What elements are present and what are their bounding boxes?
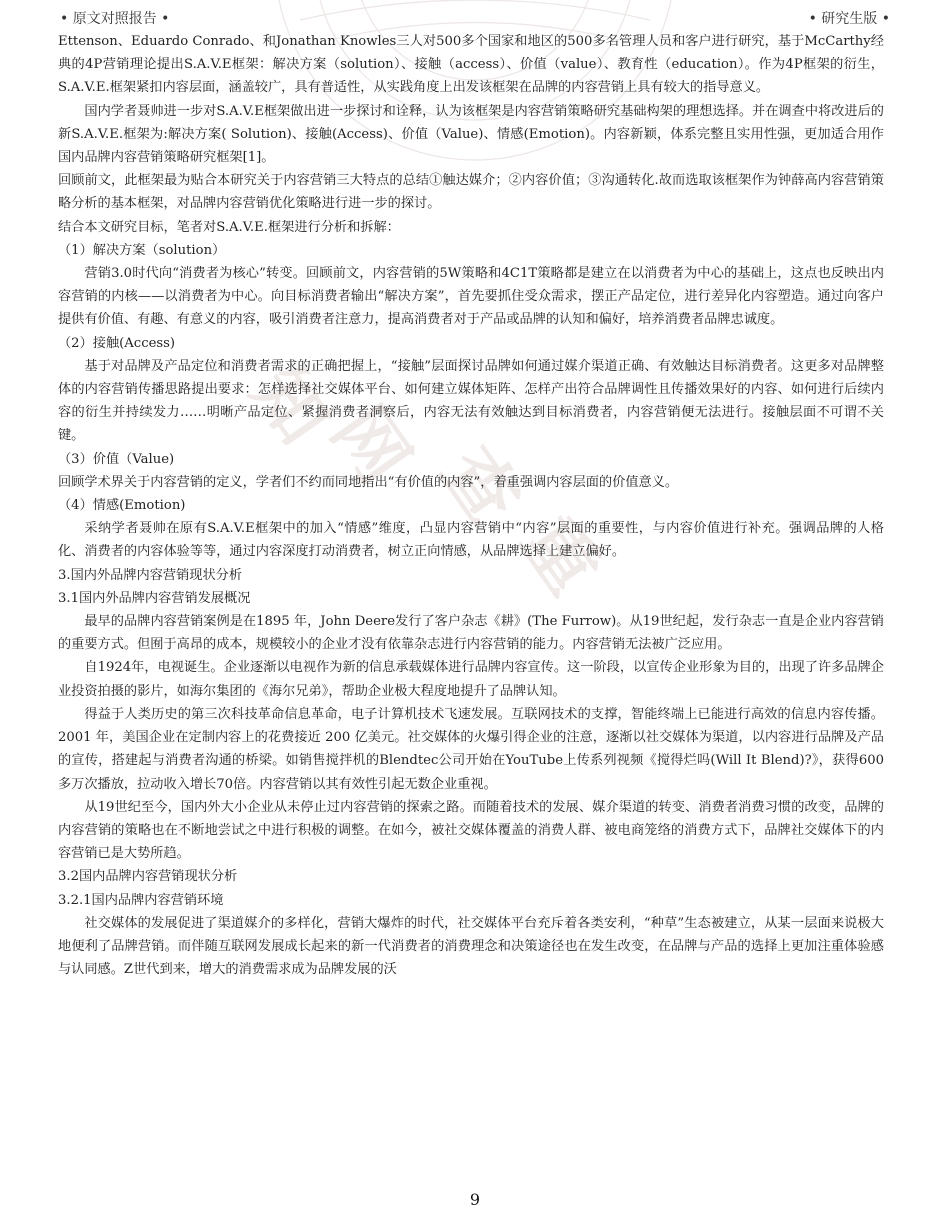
section-heading: （4）情感(Emotion)	[58, 498, 186, 514]
paragraph: 最早的品牌内容营销案例是在1895 年，John Deere发行了客户杂志《耕》(The Furrow)。从19世纪起，发行杂志一直是企业内容营销的重要方式。但囿于高昂的成本，规模较小的企业才没有依靠杂志进行内容营销的能力。内容营销无法被广泛应用。	[58, 614, 884, 653]
paragraph: 回顾前文，此框架最为贴合本研究关于内容营销三大特点的总结①触达媒介；②内容价值；③沟通转化.故而选取该框架作为钟薛高内容营销策略分析的基本框架，对品牌内容营销优化策略进行进一步的探讨。	[58, 173, 884, 212]
paragraph: 得益于人类历史的第三次科技革命信息革命，电子计算机技术飞速发展。互联网技术的支撑，智能终端上已能进行高效的信息内容传播。2001 年，美国企业在定制内容上的花费接近 200 亿美元。社交媒体的火爆引得企业的注意，逐渐以社交媒体为渠道，以内容进行品牌及产品的宣传，搭建起与消费者沟通的桥梁。如销售搅拌机的Blendtec公司开始在YouTube上传系列视频《搅得烂吗(Will It Blend)?》，获得600多万次播放，拉动收入增长70倍。内容营销以其有效性引起无数企业重视。	[58, 706, 884, 792]
paragraph: 结合本文研究目标，笔者对S.A.V.E.框架进行分析和拆解：	[58, 219, 400, 235]
page-number: 9	[469, 1190, 481, 1209]
section-heading: （3）价值（Value)	[58, 451, 175, 467]
svg-text:知: 知	[236, 350, 348, 459]
section-heading: （1）解决方案（solution）	[58, 242, 226, 258]
section-heading: 3.2国内品牌内容营销现状分析	[58, 869, 238, 885]
document-body	[58, 30, 884, 981]
paragraph: 自1924年，电视诞生。企业逐渐以电视作为新的信息承载媒体进行品牌内容宣传。这一阶段，以宣传企业形象为目的，出现了许多品牌企业投资拍摄的影片，如海尔集团的《海尔兄弟》，帮助企业极大程度地提升了品牌认知。	[58, 660, 884, 699]
paragraph: 社交媒体的发展促进了渠道媒介的多样化，营销大爆炸的时代，社交媒体平台充斥着各类安利，“种草”生态被建立，从某一层面来说极大地便利了品牌营销。而伴随互联网发展成长起来的新一代消费者的消费理念和决策途径也在发生改变，在品牌与产品的选择上更加注重体验感与认同感。Z世代到来，增大的消费需求成为品牌发展的沃	[58, 915, 884, 978]
header-report-title: • 原文对照报告 •	[60, 11, 170, 27]
paragraph: 回顾学术界关于内容营销的定义，学者们不约而同地指出“有价值的内容”，着重强调内容层面的价值意义。	[58, 474, 679, 490]
svg-text:查: 查	[426, 430, 538, 539]
section-heading: 3.1国内外品牌内容营销发展概况	[58, 590, 251, 606]
page-header	[60, 8, 890, 30]
svg-text:重: 重	[506, 500, 618, 609]
svg-text:网: 网	[316, 390, 428, 499]
section-heading: 3.2.1国内品牌内容营销环境	[58, 892, 224, 908]
section-heading: （2）接触(Access)	[58, 335, 176, 351]
header-edition: • 研究生版 •	[808, 11, 890, 27]
section-heading: 3.国内外品牌内容营销现状分析	[58, 567, 243, 583]
paragraph: 基于对品牌及产品定位和消费者需求的正确把握上，“接触”层面探讨品牌如何通过媒介渠道正确、有效触达目标消费者。这更多对品牌整体的内容营销传播思路提出要求：怎样选择社交媒体平台、如何建立媒体矩阵、怎样产出符合品牌调性且传播效果好的内容、如何进行后续内容的衍生并持续发力……明晰产品定位、紧握消费者洞察后，内容无法有效触达到目标消费者，内容营销便无法进行。接触层面不可谓不关键。	[58, 358, 884, 444]
paragraph: 采纳学者聂帅在原有S.A.V.E框架中的加入“情感”维度，凸显内容营销中“内容”层面的重要性，与内容价值进行补充。强调品牌的人格化、消费者的内容体验等等，通过内容深度打动消费者，树立正向情感，从品牌选择上建立偏好。	[58, 521, 884, 560]
paragraph: 营销3.0时代向“消费者为核心”转变。回顾前文，内容营销的5W策略和4C1T策略都是建立在以消费者为中心的基础上，这点也反映出内容营销的内核——以消费者为中心。向目标消费者输出“解决方案”，首先要抓住受众需求，摆正产品定位，进行差异化内容塑造。通过向客户提供有价值、有趣、有意义的内容，吸引消费者注意力，提高消费者对于产品或品牌的认知和偏好，培养消费者品牌忠诚度。	[58, 266, 884, 328]
paragraph: 国内学者聂帅进一步对S.A.V.E框架做出进一步探讨和诠释，认为该框架是内容营销策略研究基础构架的理想选择。并在调查中将改进后的新S.A.V.E.框架为:解决方案( Solution)、接触(Access)、价值（Value)、情感(Emotion)。内容新颖，体系完整且实用性强，更加适合用作国内品牌内容营销策略研究框架[1]。	[58, 103, 884, 166]
paragraph: 从19世纪至今，国内外大小企业从未停止过内容营销的探索之路。而随着技术的发展、媒介渠道的转变、消费者消费习惯的改变，品牌的内容营销的策略也在不断地尝试之中进行积极的调整。在如今，被社交媒体覆盖的消费人群、被电商笼络的消费方式下，品牌社交媒体下的内容营销已是大势所趋。	[58, 799, 884, 862]
paragraph: Ettenson、Eduardo Conrado、和Jonathan Knowles三人对500多个国家和地区的500多名管理人员和客户进行研究，基于McCarthy经典的4P营销理论提出S.A.V.E框架：解决方案（solution）、接触（access）、价值（value）、教育性（education）。作为4P框架的衍生，S.A.V.E.框架紧扣内容层面，涵盖较广，具有普适性，从实践角度上出发该框架在品牌的内容营销上具有较大的指导意义。	[58, 34, 884, 96]
